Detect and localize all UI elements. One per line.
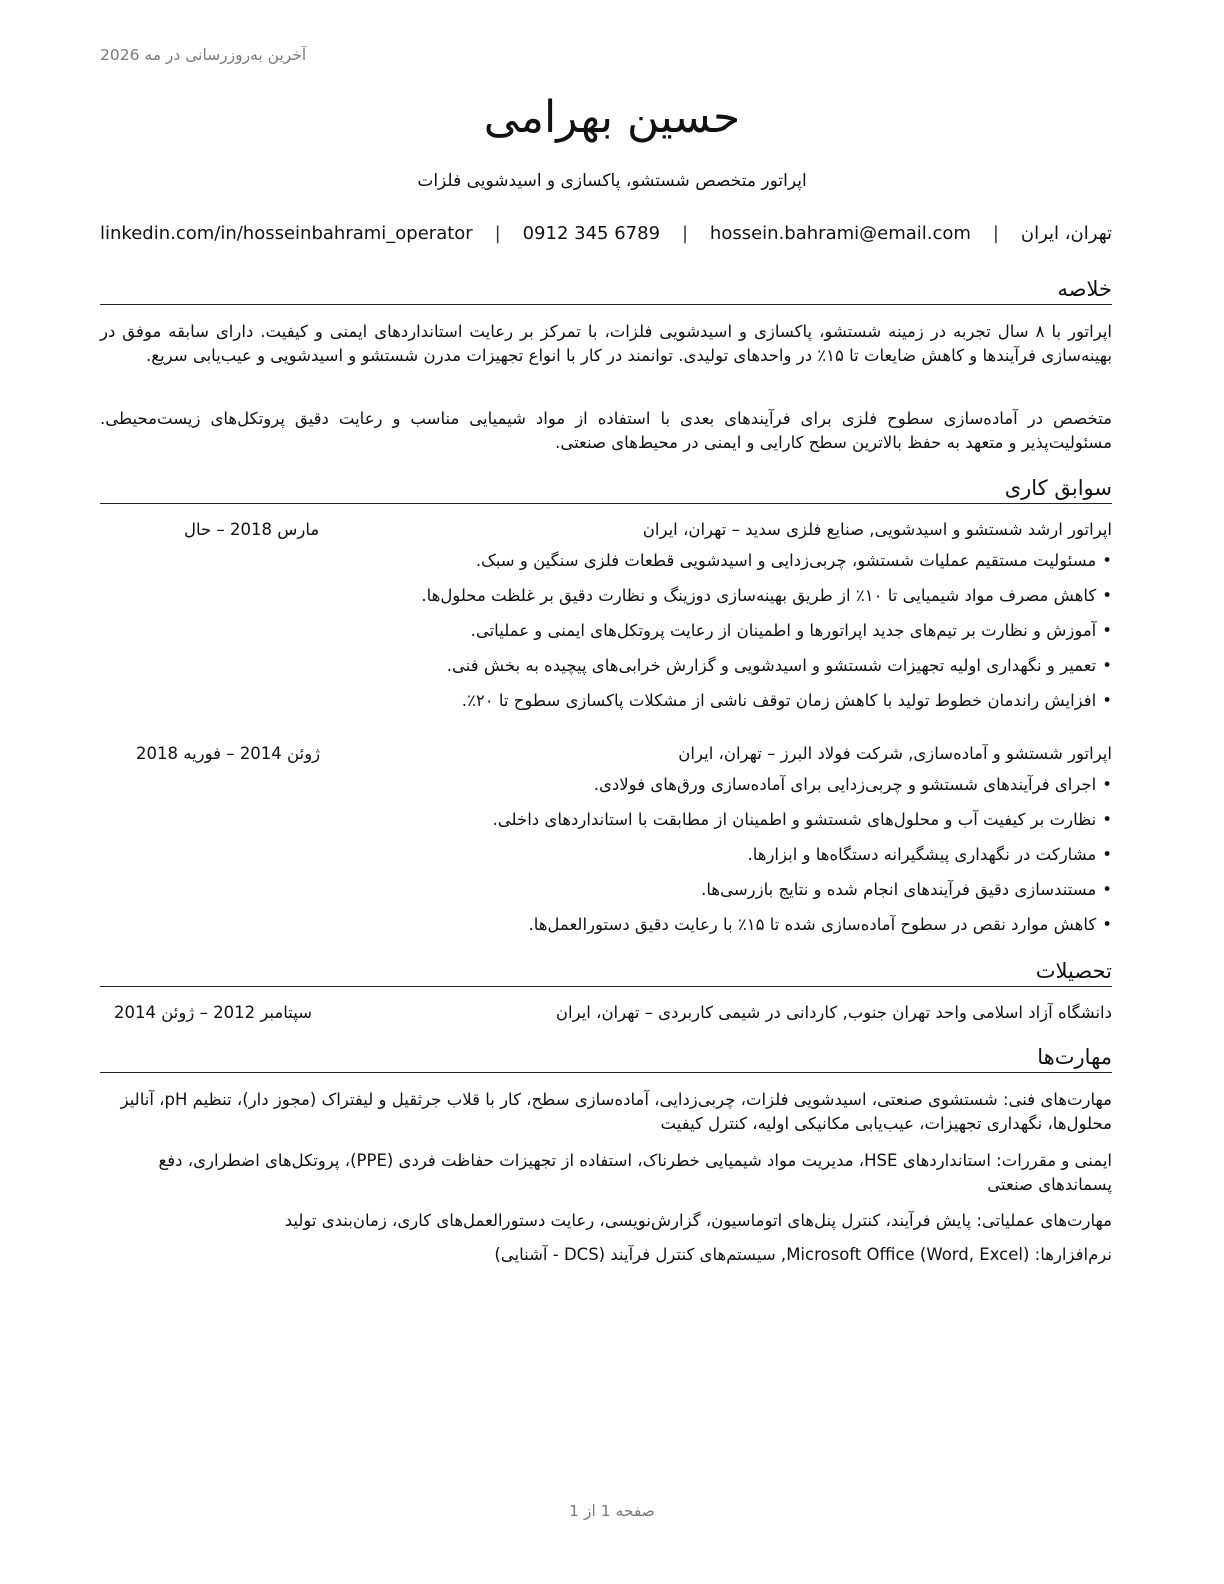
job-bullet: • تعمیر و نگهداری اولیه تجهیزات شستشو و اسیدشویی و گزارش خرابی‌های پیچیده به بخش فنی. (100, 654, 1112, 678)
candidate-headline: اپراتور متخصص شستشو، پاکسازی و اسیدشویی فلزات (417, 171, 807, 191)
skill-line: نرم‌افزارها: Microsoft Office (Word, Excel), سیستم‌های کنترل فرآیند (DCS - آشنایی) (494, 1245, 1112, 1264)
job-bullet: • آموزش و نظارت بر تیم‌های جدید اپراتورها و اطمینان از رعایت پروتکل‌های ایمنی و عملیاتی. (100, 619, 1112, 643)
job-header (100, 518, 1112, 542)
job-dates: مارس 2018 – حال (184, 520, 320, 539)
summary-paragraph: متخصص در آماده‌سازی سطوح فلزی برای فرآیندهای بعدی با استفاده از مواد شیمیایی مناسب و رعایت دقیق پروتکل‌های زیست‌محیطی. مسئولیت‌پذیر و متعهد به حفظ بالاترین سطح کارایی و ایمنی در محیط‌های صنعتی. (100, 409, 1112, 452)
education-title: دانشگاه آزاد اسلامی واحد تهران جنوب, کاردانی در شیمی کاربردی – تهران، ایران (555, 1003, 1112, 1022)
job-bullet: • مسئولیت مستقیم عملیات شستشو، چربی‌زدایی و اسیدشویی قطعات فلزی سنگین و سبک. (100, 549, 1112, 573)
contact-line (100, 223, 1112, 244)
education-entry (100, 1001, 1112, 1025)
contact-separator: | (992, 223, 999, 244)
contact-linkedin[interactable]: linkedin.com/in/hosseinbahrami_operator (100, 223, 473, 244)
skill-line: مهارت‌های عملیاتی: پایش فرآیند، کنترل پنل‌های اتوماسیون، گزارش‌نویسی، رعایت دستورالعمل‌های کاری، زمان‌بندی تولید (284, 1211, 1112, 1230)
job-title: اپراتور شستشو و آماده‌سازی, شرکت فولاد البرز – تهران، ایران (678, 744, 1112, 763)
education-dates: سپتامبر 2012 – ژوئن 2014 (114, 1003, 313, 1022)
job-dates: ژوئن 2014 – فوریه 2018 (136, 744, 321, 763)
skill-line: ایمنی و مقررات: استانداردهای HSE، مدیریت مواد شیمیایی خطرناک، استفاده از تجهیزات حفاظت فردی (PPE)، پروتکل‌های اضطراری، دفع پسماندهای صنعتی (158, 1151, 1112, 1194)
summary-heading: خلاصه (100, 275, 1112, 305)
skill-line: مهارت‌های فنی: شستشوی صنعتی، اسیدشویی فلزات، چربی‌زدایی، آماده‌سازی سطح، کار با قلاب جرثقیل و لیفتراک (مجوز دار)، تنظیم pH، آنالیز محلول‌ها، نگهداری تجهیزات، عیب‌یابی مکانیکی اولیه، کنترل کیفیت (120, 1090, 1112, 1133)
job-bullet: • نظارت بر کیفیت آب و محلول‌های شستشو و اطمینان از مطابقت با استانداردهای داخلی. (100, 808, 1112, 832)
skills-heading: مهارت‌ها (100, 1043, 1112, 1073)
job-bullet: • مستندسازی دقیق فرآیندهای انجام شده و نتایج بازرسی‌ها. (100, 878, 1112, 902)
last-updated-note: آخرین به‌روزرسانی در مه 2026 (100, 46, 307, 64)
job-bullet: • کاهش مصرف مواد شیمیایی تا ۱۰٪ از طریق بهینه‌سازی دوزینگ و نظارت دقیق بر غلظت محلول‌ها. (100, 584, 1112, 608)
job-title: اپراتور ارشد شستشو و اسیدشویی, صنایع فلزی سدید – تهران، ایران (642, 520, 1112, 539)
contact-location: تهران، ایران (1020, 223, 1112, 244)
education-heading: تحصیلات (100, 957, 1112, 987)
summary-paragraph: اپراتور با ۸ سال تجربه در زمینه شستشو، پاکسازی و اسیدشویی فلزات، با تمرکز بر رعایت استانداردهای ایمنی و کیفیت. دارای سابقه موفق در بهینه‌سازی فرآیندها و کاهش ضایعات تا ۱۵٪ در واحدهای تولیدی. توانمند در کار با انواع تجهیزات مدرن شستشو و اسیدشویی و عیب‌یابی سریع. (100, 322, 1112, 365)
job-bullet-list (100, 773, 1112, 948)
job-bullet: • اجرای فرآیندهای شستشو و چربی‌زدایی برای آماده‌سازی ورق‌های فولادی. (100, 773, 1112, 797)
contact-separator: | (494, 223, 501, 244)
contact-separator: | (681, 223, 689, 244)
job-header (100, 742, 1112, 766)
job-bullet: • مشارکت در نگهداری پیشگیرانه دستگاه‌ها و ابزارها. (100, 843, 1112, 867)
candidate-name: حسین بهرامی (483, 92, 741, 143)
job-bullet: • کاهش موارد نقص در سطوح آماده‌سازی شده تا ۱۵٪ با رعایت دقیق دستورالعمل‌ها. (100, 913, 1112, 937)
experience-heading: سوابق کاری (100, 474, 1112, 504)
contact-phone[interactable]: 0912 345 6789 (522, 223, 661, 244)
page-number: صفحه 1 از 1 (569, 1502, 655, 1520)
contact-email[interactable]: hossein.bahrami@email.com (709, 223, 971, 244)
job-bullet-list (100, 549, 1112, 724)
job-bullet: • افزایش راندمان خطوط تولید با کاهش زمان توقف ناشی از مشکلات پاکسازی سطوح تا ۲۰٪. (100, 689, 1112, 713)
